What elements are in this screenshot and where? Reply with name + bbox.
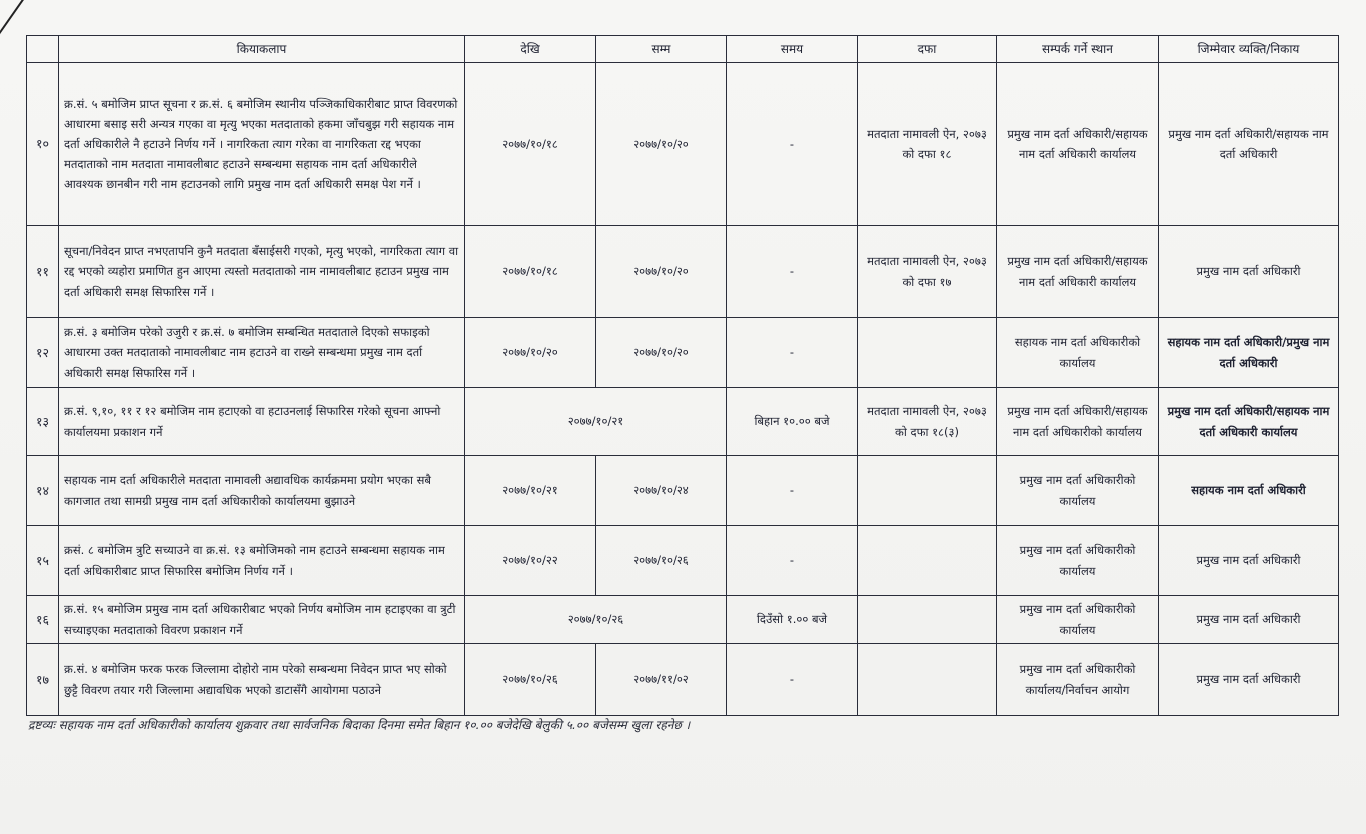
table-row (27, 526, 1339, 596)
row-section (858, 644, 997, 716)
row-time: - (727, 226, 858, 318)
row-to-date: २०७७/१०/२० (596, 318, 727, 388)
row-contact: प्रमुख नाम दर्ता अधिकारीको कार्यालय/निर्वाचन आयोग (997, 644, 1159, 716)
row-activity: क्र.सं. ९,१०, ११ र १२ बमोजिम नाम हटाएको वा हटाउनलाई सिफारिस गरेको सूचना आफ्नो कार्यालयमा प्रकाशन गर्ने (59, 388, 465, 456)
row-section (858, 456, 997, 526)
row-from-date: २०७७/१०/१८ (465, 226, 596, 318)
table-row (27, 596, 1339, 644)
row-section (858, 596, 997, 644)
table-row (27, 63, 1339, 226)
row-date: २०७७/१०/२६ (465, 596, 727, 644)
row-activity: क्र.सं. ५ बमोजिम प्राप्त सूचना र क्र.सं. ६ बमोजिम स्थानीय पञ्जिकाधिकारीबाट प्राप्त विवरणको आधारमा बसाइ सरी अन्यत्र गएका वा मृत्यु भएका मतदाताको हकमा जाँचबुझ गरी सहायक नाम दर्ता अधिकारीले नै हटाउने निर्णय गर्ने । नागरिकता त्याग गरेका वा नागरिकता रद्द भएका मतदाताको नाम मतदाता नामावलीबाट हटाउने सम्बन्धमा सहायक नाम दर्ता अधिकारीले आवश्यक छानबीन गरी नाम हटाउनको लागि प्रमुख नाम दर्ता अधिकारी समक्ष पेश गर्ने । (59, 63, 465, 226)
row-responsible: प्रमुख नाम दर्ता अधिकारी/सहायक नाम दर्ता अधिकारी (1159, 63, 1339, 226)
schedule-table (26, 35, 1339, 716)
row-activity: क्र.सं. १५ बमोजिम प्रमुख नाम दर्ता अधिकारीबाट भएको निर्णय बमोजिम नाम हटाइएका वा त्रुटी सच्याइएका मतदाताको विवरण प्रकाशन गर्ने (59, 596, 465, 644)
row-number: १३ (27, 388, 59, 456)
row-activity: क्र.सं. ३ बमोजिम परेको उजुरी र क्र.सं. ७ बमोजिम सम्बन्धित मतदाताले दिएको सफाइको आधारमा उक्त मतदाताको नामावलीबाट नाम हटाउने वा राख्ने सम्बन्धमा प्रमुख नाम दर्ता अधिकारी समक्ष सिफारिस गर्ने । (59, 318, 465, 388)
row-responsible: सहायक नाम दर्ता अधिकारी/प्रमुख नाम दर्ता अधिकारी (1159, 318, 1339, 388)
row-time: - (727, 318, 858, 388)
row-responsible: प्रमुख नाम दर्ता अधिकारी (1159, 644, 1339, 716)
row-activity: सहायक नाम दर्ता अधिकारीले मतदाता नामावली अद्यावधिक कार्यक्रममा प्रयोग भएका सबै कागजात तथा सामग्री प्रमुख नाम दर्ता अधिकारीको कार्यालयमा बुझाउने (59, 456, 465, 526)
row-activity: क्र.सं. ४ बमोजिम फरक फरक जिल्लामा दोहोरो नाम परेको सम्बन्धमा निवेदन प्राप्त भए सोको छुट्टै विवरण तयार गरी जिल्लामा अद्यावधिक भएको डाटासँगै आयोगमा पठाउने (59, 644, 465, 716)
row-section: मतदाता नामावली ऐन, २०७३ को दफा १७ (858, 226, 997, 318)
row-responsible: प्रमुख नाम दर्ता अधिकारी (1159, 226, 1339, 318)
row-time: - (727, 644, 858, 716)
header-to: सम्म (596, 36, 727, 63)
row-section (858, 526, 997, 596)
table-header-row (27, 36, 1339, 63)
header-section: दफा (858, 36, 997, 63)
row-number: ११ (27, 226, 59, 318)
row-date: २०७७/१०/२१ (465, 388, 727, 456)
row-from-date: २०७७/१०/२६ (465, 644, 596, 716)
row-to-date: २०७७/१०/२० (596, 63, 727, 226)
row-activity: क्रसं. ८ बमोजिम त्रुटि सच्याउने वा क्र.सं. १३ बमोजिमको नाम हटाउने सम्बन्धमा सहायक नाम दर्ता अधिकारीबाट प्राप्त सिफारिस बमोजिम निर्णय गर्ने । (59, 526, 465, 596)
row-time: - (727, 456, 858, 526)
table-row (27, 318, 1339, 388)
footer-note: द्रष्टव्यः सहायक नाम दर्ता अधिकारीको कार्यालय शुक्रवार तथा सार्वजनिक बिदाका दिनमा समेत बिहान १०.०० बजेदेखि बेलुकी ५.०० बजेसम्म खुला रहनेछ । (28, 718, 691, 732)
row-time: दिउँसो १.०० बजे (727, 596, 858, 644)
row-number: १६ (27, 596, 59, 644)
row-to-date: २०७७/११/०२ (596, 644, 727, 716)
row-contact: प्रमुख नाम दर्ता अधिकारीको कार्यालय (997, 596, 1159, 644)
row-contact: प्रमुख नाम दर्ता अधिकारी/सहायक नाम दर्ता अधिकारीको कार्यालय (997, 388, 1159, 456)
row-number: १० (27, 63, 59, 226)
row-number: १७ (27, 644, 59, 716)
row-activity: सूचना/निवेदन प्राप्त नभएतापनि कुनै मतदाता बँसाईसरी गएको, मृत्यु भएको, नागरिकता त्याग वा रद्द भएको व्यहोरा प्रमाणित हुन आएमा त्यस्तो मतदाताको नाम नामावलीबाट हटाउन प्रमुख नाम दर्ता अधिकारी समक्ष सिफारिस गर्ने । (59, 226, 465, 318)
row-number: १४ (27, 456, 59, 526)
row-time: - (727, 63, 858, 226)
row-to-date: २०७७/१०/२० (596, 226, 727, 318)
row-from-date: २०७७/१०/१८ (465, 63, 596, 226)
row-contact: प्रमुख नाम दर्ता अधिकारीको कार्यालय (997, 526, 1159, 596)
row-responsible: प्रमुख नाम दर्ता अधिकारी (1159, 596, 1339, 644)
table-row (27, 456, 1339, 526)
table-row (27, 644, 1339, 716)
table-row (27, 388, 1339, 456)
row-section (858, 318, 997, 388)
row-from-date: २०७७/१०/२० (465, 318, 596, 388)
row-number: १५ (27, 526, 59, 596)
row-to-date: २०७७/१०/२६ (596, 526, 727, 596)
row-time: बिहान १०.०० बजे (727, 388, 858, 456)
row-from-date: २०७७/१०/२१ (465, 456, 596, 526)
row-contact: सहायक नाम दर्ता अधिकारीको कार्यालय (997, 318, 1159, 388)
header-sn (27, 36, 59, 63)
row-from-date: २०७७/१०/२२ (465, 526, 596, 596)
table-row (27, 226, 1339, 318)
row-contact: प्रमुख नाम दर्ता अधिकारीको कार्यालय (997, 456, 1159, 526)
row-section: मतदाता नामावली ऐन, २०७३ को दफा १८ (858, 63, 997, 226)
header-activity: कियाकलाप (59, 36, 465, 63)
row-contact: प्रमुख नाम दर्ता अधिकारी/सहायक नाम दर्ता अधिकारी कार्यालय (997, 226, 1159, 318)
row-responsible: प्रमुख नाम दर्ता अधिकारी/सहायक नाम दर्ता अधिकारी कार्यालय (1159, 388, 1339, 456)
header-from: देखि (465, 36, 596, 63)
row-time: - (727, 526, 858, 596)
header-responsible: जिम्मेवार व्यक्ति/निकाय (1159, 36, 1339, 63)
row-contact: प्रमुख नाम दर्ता अधिकारी/सहायक नाम दर्ता अधिकारी कार्यालय (997, 63, 1159, 226)
row-number: १२ (27, 318, 59, 388)
row-responsible: प्रमुख नाम दर्ता अधिकारी (1159, 526, 1339, 596)
header-contact: सम्पर्क गर्ने स्थान (997, 36, 1159, 63)
row-section: मतदाता नामावली ऐन, २०७३ को दफा १८(३) (858, 388, 997, 456)
header-time: समय (727, 36, 858, 63)
row-to-date: २०७७/१०/२४ (596, 456, 727, 526)
row-responsible: सहायक नाम दर्ता अधिकारी (1159, 456, 1339, 526)
